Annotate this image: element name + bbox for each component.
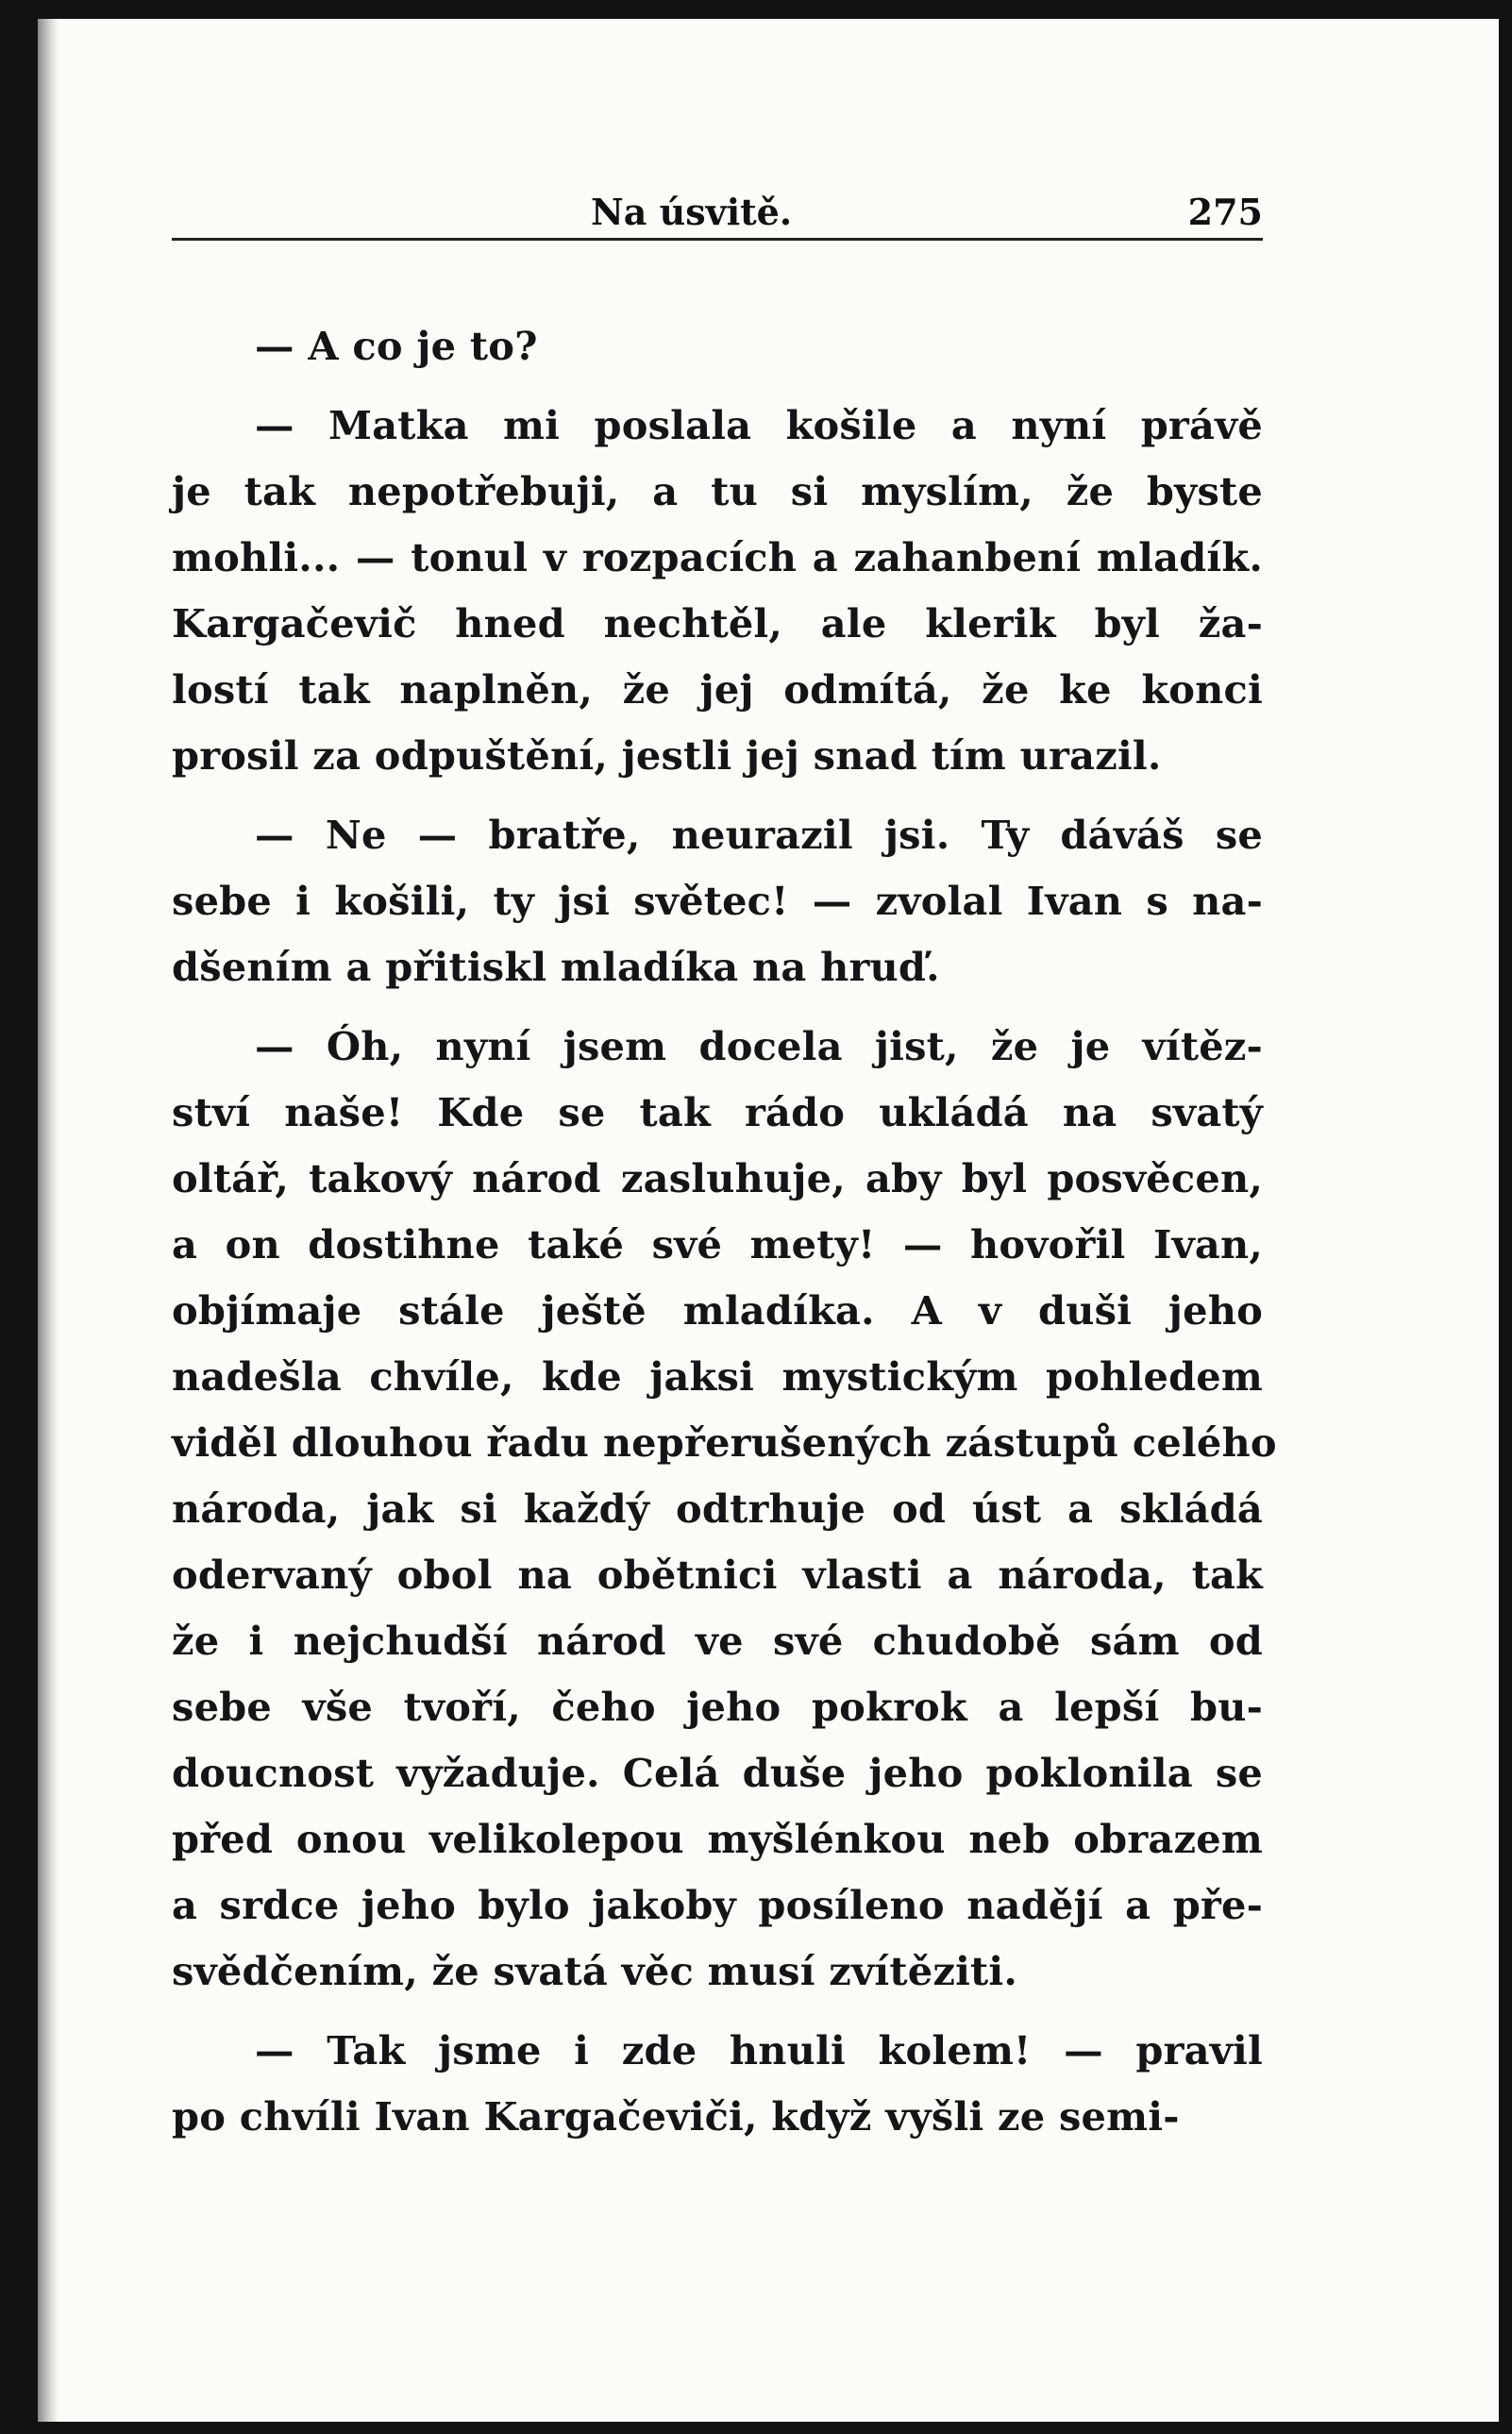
text-line: dšením a přitiskl mladíka na hruď.	[172, 944, 940, 990]
text-line: národa, jak si každý odtrhuje od úst a skládá	[172, 1486, 1263, 1532]
text-line: a srdce jeho bylo jakoby posíleno nadějí a pře-	[172, 1882, 1263, 1928]
text-line: lostí tak naplněn, že jej odmítá, že ke konci	[172, 666, 1263, 713]
paragraph-gap	[172, 789, 1263, 802]
text-line: doucnost vyžaduje. Celá duše jeho poklonila se	[172, 1750, 1263, 1796]
text-line: před onou velikolepou myšlénkou neb obrazem	[172, 1816, 1263, 1862]
text-line: oltář, takový národ zasluhuje, aby byl posvěcen,	[172, 1155, 1263, 1201]
text-line: — Tak jsme i zde hnuli kolem! — pravil	[255, 2027, 1263, 2073]
paragraph	[172, 313, 1263, 379]
paragraph	[172, 393, 1263, 789]
text-line: — Matka mi poslala košile a nyní právě	[255, 402, 1263, 448]
paragraph	[172, 2018, 1263, 2150]
spine-shadow	[38, 19, 59, 2422]
paragraph-gap	[172, 2005, 1263, 2018]
text-line: nadešla chvíle, kde jaksi mystickým pohledem	[172, 1353, 1263, 1400]
text-line: Kargačevič hned nechtěl, ale klerik byl ža-	[172, 600, 1263, 646]
text-line: sebe vše tvoří, čeho jeho pokrok a lepší bu-	[172, 1684, 1263, 1730]
text-line: — Óh, nyní jsem docela jist, že je vítěz-	[255, 1023, 1263, 1069]
text-line: — A co je to?	[255, 323, 538, 369]
text-line: že i nejchudší národ ve své chudobě sám od	[172, 1618, 1263, 1664]
text-line: sebe i košili, ty jsi světec! — zvolal Ivan s na-	[172, 878, 1263, 924]
text-line: viděl dlouhou řadu nepřerušených zástupů celého	[172, 1419, 1277, 1466]
text-line: a on dostihne také své mety! — hovořil Ivan,	[172, 1221, 1263, 1267]
text-line: ství naše! Kde se tak rádo ukládá na svatý	[172, 1089, 1263, 1135]
text-line: — Ne — bratře, neurazil jsi. Ty dáváš se	[255, 812, 1263, 858]
text-line: prosil za odpuštění, jestli jej snad tím urazil.	[172, 732, 1162, 779]
body-text	[172, 313, 1277, 2150]
book-page	[38, 19, 1499, 2422]
paragraph	[172, 802, 1263, 1000]
paragraph-gap	[172, 1000, 1263, 1014]
text-line: je tak nepotřebuji, a tu si myslím, že byste	[172, 468, 1263, 514]
text-line: odervaný obol na obětnici vlasti a národa, tak	[172, 1552, 1263, 1598]
header-rule	[172, 238, 1263, 241]
paragraph-gap	[172, 379, 1263, 393]
paragraph	[172, 1014, 1277, 2005]
text-line: svědčením, že svatá věc musí zvítěziti.	[172, 1948, 1018, 1994]
running-head-title: Na úsvitě.	[591, 191, 793, 233]
text-line: objímaje stále ještě mladíka. A v duši jeho	[172, 1287, 1263, 1334]
text-line: mohli... — tonul v rozpacích a zahanbení mladík.	[172, 534, 1263, 580]
page-number: 275	[1187, 191, 1263, 233]
running-head	[38, 177, 1499, 243]
text-line: po chvíli Ivan Kargačeviči, když vyšli ze semi-	[172, 2093, 1180, 2140]
